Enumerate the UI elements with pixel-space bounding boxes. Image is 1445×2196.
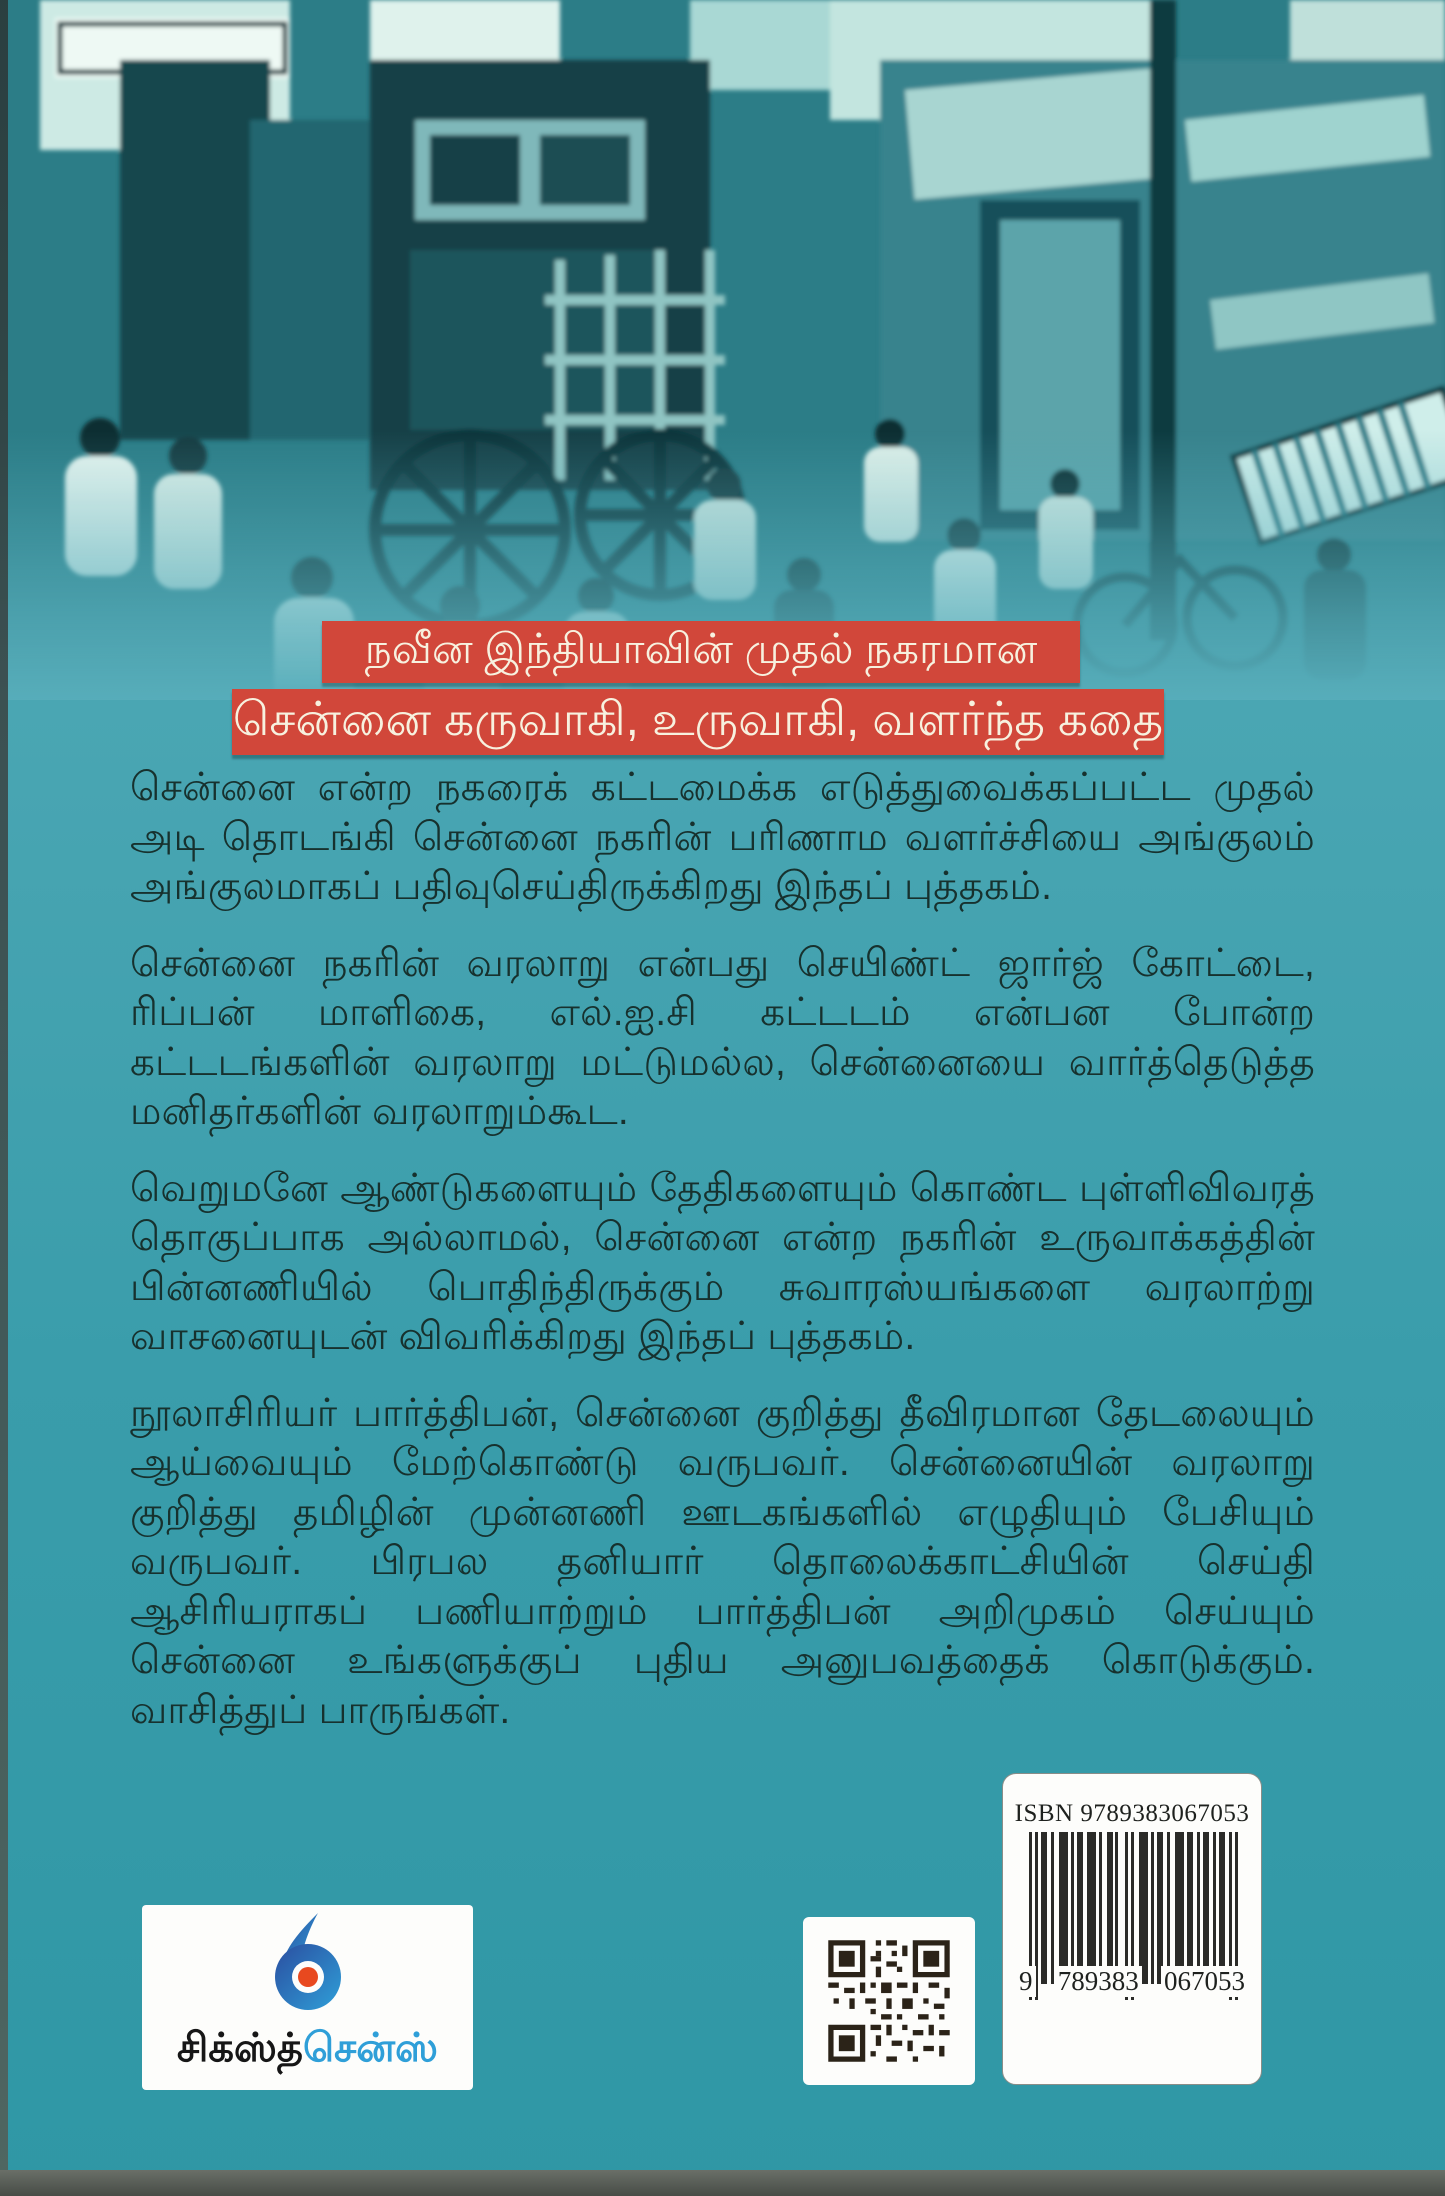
back-cover-blurb [130,763,1315,1762]
title-banner-line-2 [232,689,1164,755]
blurb-paragraph-2: சென்னை நகரின் வரலாறு என்பது செயிண்ட் ஜார்ஜ் கோட்டை, ரிப்பன் மாளிகை, எல்.ஐ.சி கட்டடம் என்பன போன்ற கட்டடங்களின் வரலாறு மட்டுமல்ல, சென்னையை வார்த்தெடுத்த மனிதர்களின் வரலாறும்கூட. [130,941,1315,1134]
publisher-name [177,2026,438,2076]
scan-edge-bottom [0,2170,1445,2196]
publisher-name-primary: சிக்ஸ்த் [177,2026,303,2070]
blurb-paragraph-3: வெறுமனே ஆண்டுகளையும் தேதிகளையும் கொண்ட புள்ளிவிவரத் தொகுப்பாக அல்லாமல், சென்னை என்ற நகரின் உருவாக்கத்தின் பின்னணியில் பொதிந்திருக்கும் சுவாரஸ்யங்களை வரலாற்று வாசனையுடன் விவரிக்கிறது இந்தப் புத்தகம். [130,1166,1315,1359]
isbn-label: ISBN 9789383067053 [1014,1800,1250,1827]
qr-code-box [803,1917,975,2085]
barcode-digit-group1: 789383 [1055,1966,1142,1997]
barcode-digits [1016,1966,1248,1997]
qr-code-icon [823,1935,955,2067]
scan-edge-left [0,0,8,2196]
isbn-barcode-box [1002,1773,1262,2085]
title-banner-line-2-text: சென்னை கருவாகி, உருவாகி, வளர்ந்த கதை [232,692,1164,745]
publisher-logo-icon [256,1911,360,2020]
barcode-digit-lead: 9 [1016,1966,1036,1997]
blurb-paragraph-4: நூலாசிரியர் பார்த்திபன், சென்னை குறித்து தீவிரமான தேடலையும் ஆய்வையும் மேற்கொண்டு வருபவர். சென்னையின் வரலாறு குறித்து தமிழின் முன்னணி ஊடகங்களில் எழுதியும் பேசியும் வருபவர். பிரபல தனியார் தொலைக்காட்சியின் செய்தி ஆசிரியராகப் பணியாற்றும் பார்த்திபன் அறிமுகம் செய்யும் சென்னை உங்களுக்குப் புதிய அனுபவத்தைக் கொடுக்கும். வாசித்துப் பாருங்கள். [130,1391,1315,1732]
publisher-name-secondary: சென்ஸ் [302,2026,438,2070]
title-banner-line-1 [322,621,1080,683]
publisher-logo-box [142,1905,473,2090]
barcode-digit-group2: 067053 [1161,1966,1248,1997]
street-photo [0,0,1445,700]
title-banner-line-1-text: நவீன இந்தியாவின் முதல் நகரமான [364,625,1038,672]
blurb-paragraph-1: சென்னை என்ற நகரைக் கட்டமைக்க எடுத்துவைக்கப்பட்ட முதல் அடி தொடங்கி சென்னை நகரின் பரிணாம வளர்ச்சியை அங்குலம் அங்குலமாகப் பதிவுசெய்திருக்கிறது இந்தப் புத்தகம். [130,766,1315,909]
